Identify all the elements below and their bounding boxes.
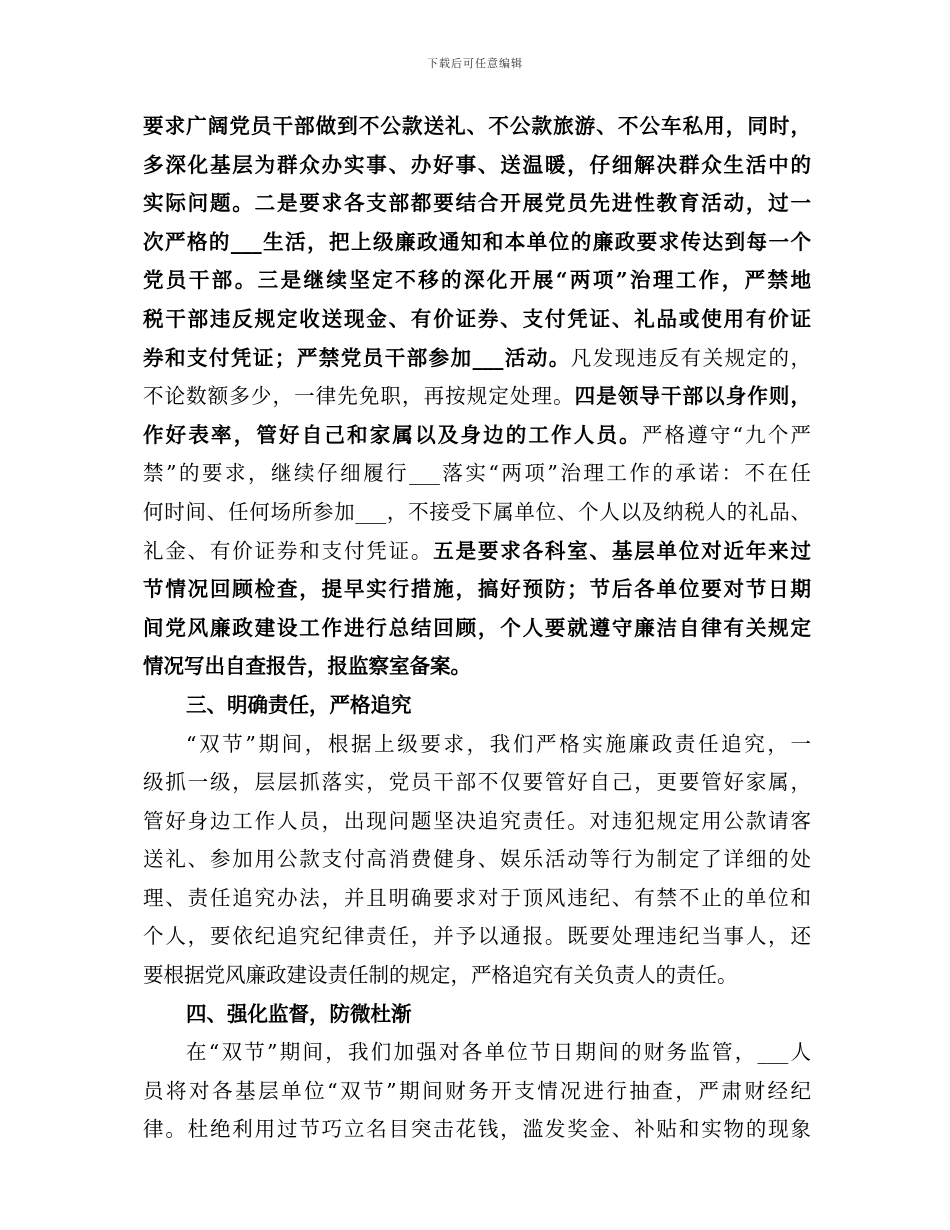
- body-line-7: [143, 339, 811, 378]
- body-line-7-bold: 券和支付凭证；严禁党员干部参加___活动。: [143, 345, 571, 370]
- body-line-7-normal: 凡发现违反有关规定的，: [570, 345, 812, 370]
- body-line-18: 级抓一级，层层抓落实，党员干部不仅要管好自己，更要管好家属，: [143, 770, 811, 795]
- body-line-22: 个人，要依纪追究纪律责任，并予以通报。既要处理违纪当事人，还: [143, 924, 811, 949]
- body-line-2: 多深化基层为群众办实事、办好事、送温暖，仔细解决群众生活中的: [143, 152, 811, 177]
- body-line-27: 律。杜绝利用过节巧立名目突击花钱，滥发奖金、补贴和实物的现象: [143, 1117, 811, 1142]
- body-line-25: 在“双节”期间，我们加强对各单位节日期间的财务监管，___人: [186, 1040, 811, 1065]
- body-line-4: 次严格的___生活，把上级廉政通知和本单位的廉政要求传达到每一个: [143, 229, 811, 254]
- body-line-5: 党员干部。三是继续坚定不移的深化开展“两项”治理工作，严禁地: [143, 268, 811, 293]
- body-line-9: [143, 416, 811, 455]
- page-header-note: 下载后可任意编辑: [427, 57, 523, 70]
- body-line-10: 禁”的要求，继续仔细履行___落实“两项”治理工作的承诺：不在任: [143, 461, 811, 486]
- document-body: [143, 107, 811, 1149]
- body-line-3: 实际问题。二是要求各支部都要结合开展党员先进性教育活动，过一: [143, 191, 811, 216]
- body-line-8-normal: 不论数额多少，一律先免职，再按规定处理。: [143, 384, 575, 409]
- body-line-8-bold: 四是领导干部以身作则，: [574, 384, 812, 409]
- body-line-9-normal: 严格遵守“九个严: [641, 422, 812, 447]
- body-line-9-bold: 作好表率，管好自己和家属以及身边的工作人员。: [143, 422, 642, 447]
- body-line-6: 税干部违反规定收送现金、有价证券、支付凭证、礼品或使用有价证: [143, 306, 811, 331]
- body-line-11: 何时间、任何场所参加___，不接受下属单位、个人以及纳税人的礼品、: [143, 499, 811, 524]
- body-line-8: [143, 377, 811, 416]
- body-line-1: 要求广阔党员干部做到不公款送礼、不公款旅游、不公车私用，同时，: [143, 114, 811, 138]
- body-line-20: 送礼、参加用公款支付高消费健身、娱乐活动等行为制定了详细的处: [143, 847, 811, 872]
- section-heading-4: 四、强化监督，防微杜渐: [186, 1001, 412, 1026]
- section-heading-3: 三、明确责任，严格追究: [186, 692, 412, 717]
- body-line-12-bold: 五是要求各科室、基层单位对近年来过: [433, 538, 812, 563]
- body-line-12-normal: 礼金、有价证券和支付凭证。: [143, 538, 434, 563]
- body-line-21: 理、责任追究办法，并且明确要求对于顶风违纪、有禁不止的单位和: [143, 885, 811, 910]
- body-line-14: 间党风廉政建设工作进行总结回顾，个人要就遵守廉洁自律有关规定: [143, 615, 811, 640]
- body-line-15: 情况写出自查报告，报监察室备案。: [143, 654, 471, 679]
- body-line-26: 员将对各基层单位“双节”期间财务开支情况进行抽查，严肃财经纪: [143, 1078, 811, 1103]
- body-line-13: 节情况回顾检查，提早实行措施，搞好预防；节后各单位要对节日期: [143, 577, 811, 602]
- body-line-17: “双节”期间，根据上级要求，我们严格实施廉政责任追究，一: [186, 731, 811, 756]
- body-line-23: 要根据党风廉政建设责任制的规定，严格追究有关负责人的责任。: [143, 963, 738, 988]
- body-line-19: 管好身边工作人员，出现问题坚决追究责任。对违犯规定用公款请客: [143, 808, 811, 833]
- body-line-12: [143, 532, 811, 571]
